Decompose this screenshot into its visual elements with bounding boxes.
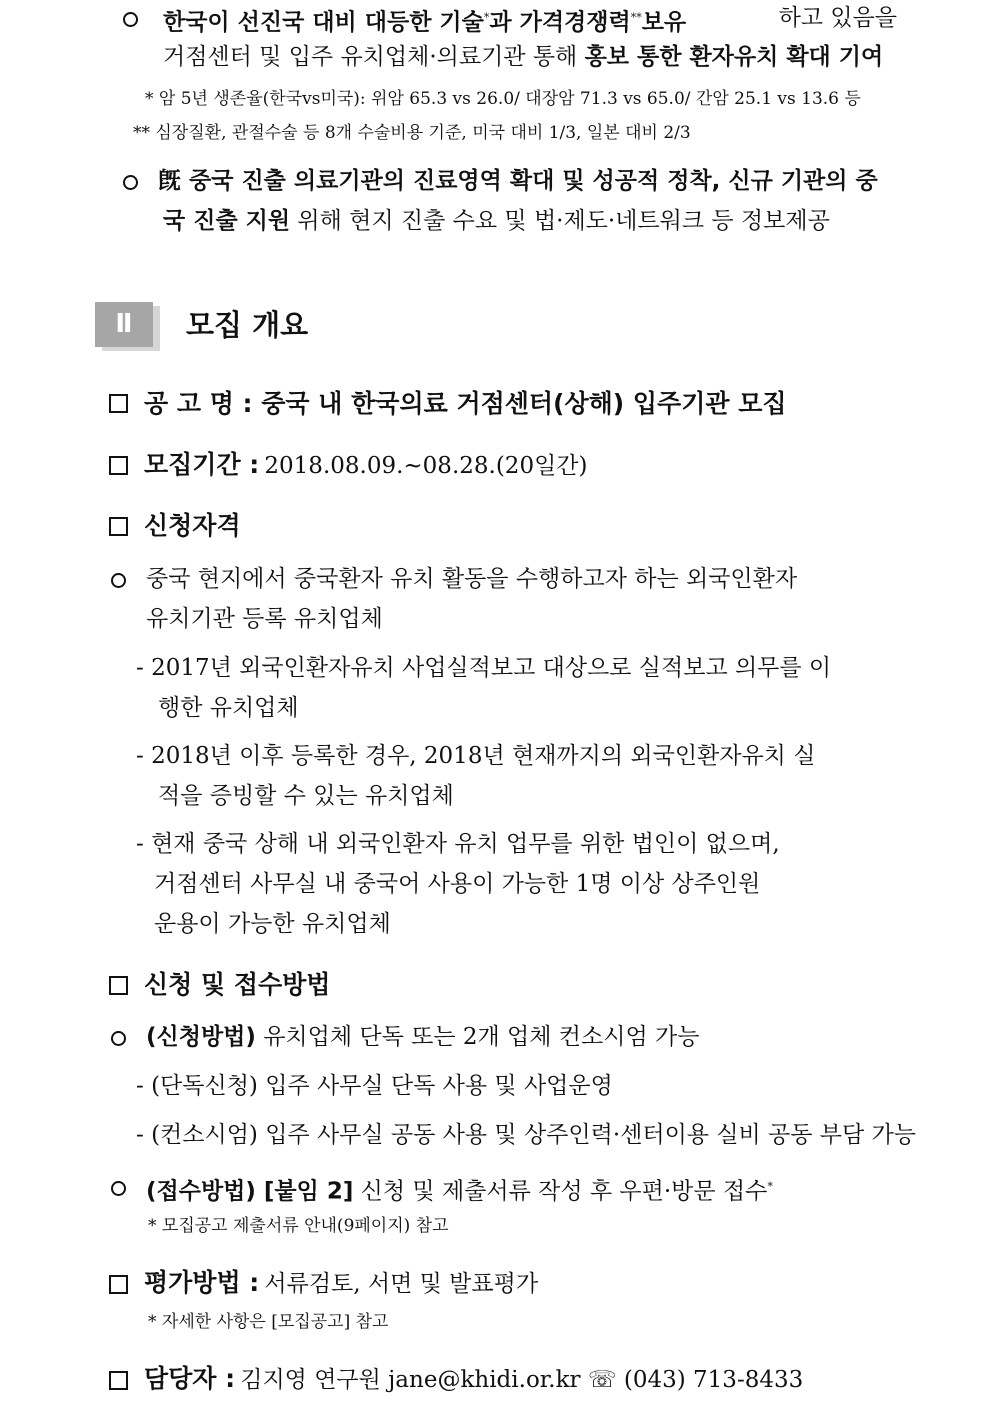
checkbox-square [109,394,128,413]
receipt-note: * 모집공고 제출서류 안내(9페이지) 참고 [148,1216,449,1236]
qual-detail-3-line2: 거점센터 사무실 내 중국어 사용이 가능한 1명 이상 상주인원 [154,871,761,897]
section-number-badge: Ⅱ [95,302,153,347]
intro-p1-line1: 한국이 선진국 대비 대등한 기술*과 가격경쟁력**보유 하고 있음을 [163,5,897,36]
bullet-circle [123,175,138,190]
checkbox-square [109,1275,128,1294]
bullet-circle [123,12,138,27]
qual-main-line2: 유치기관 등록 유치업체 [146,606,383,632]
evaluation-note: * 자세한 사항은 [모집공고] 참고 [148,1312,389,1332]
checkbox-square [109,517,128,536]
evaluation-row: 평가방법 : 서류검토, 서면 및 발표평가 [144,1268,539,1297]
qual-detail-3-line3: 운용이 가능한 유치업체 [154,911,391,937]
bullet-circle [111,573,126,588]
intro-p2-line2: 국 진출 지원 위해 현지 진출 수요 및 법·제도·네트워크 등 정보제공 [163,208,830,234]
bullet-circle [111,1181,126,1196]
intro-note-2: ** 심장질환, 관절수술 등 8개 수술비용 기준, 미국 대비 1/3, 일본 대비 2/3 [133,123,691,143]
checkbox-square [109,1371,128,1390]
checkbox-square [109,976,128,995]
section-title: 모집 개요 [186,308,309,342]
apply-detail-2: - (컨소시엄) 입주 사무실 공동 사용 및 상주인력·센터이용 실비 공동 부담 가능 [136,1122,916,1148]
apply-detail-1: - (단독신청) 입주 사무실 단독 사용 및 사업운영 [136,1073,613,1099]
apply-method-row: (신청방법) 유치업체 단독 또는 2개 업체 컨소시엄 가능 [146,1024,700,1050]
intro-note-1: * 암 5년 생존율(한국vs미국): 위암 65.3 vs 26.0/ 대장암 71.3 vs 65.0/ 간암 25.1 vs 13.6 등 [145,89,861,109]
period-row: 모집기간 : 2018.08.09.~08.28.(20일간) [144,450,588,479]
bullet-circle [111,1031,126,1046]
receipt-method-row: (접수방법) [붙임 2] 신청 및 제출서류 작성 후 우편·방문 접수* [146,1178,773,1205]
qualification-heading: 신청자격 [144,511,241,540]
checkbox-square [109,456,128,475]
qual-detail-1-line2: 행한 유치업체 [158,695,299,721]
intro-p2-line1: 旣 중국 진출 의료기관의 진료영역 확대 및 성공적 정착, 신규 기관의 중 [158,168,878,194]
qual-detail-3-line1: - 현재 중국 상해 내 외국인환자 유치 업무를 위한 법인이 없으며, [136,831,780,857]
contact-row: 담당자 : 김지영 연구원 jane@khidi.or.kr ☏ (043) 713-8433 [144,1364,804,1393]
intro-p1-line2: 거점센터 및 입주 유치업체·의료기관 통해 홍보 통한 환자유치 확대 기여 [163,44,884,70]
qual-detail-1-line1: - 2017년 외국인환자유치 사업실적보고 대상으로 실적보고 의무를 이 [136,655,832,681]
contact-info: 김지영 연구원 jane@khidi.or.kr ☏ (043) 713-8433 [240,1367,804,1393]
qual-detail-2-line2: 적을 증빙할 수 있는 유치업체 [158,783,454,809]
apply-heading: 신청 및 접수방법 [144,970,331,999]
qual-detail-2-line1: - 2018년 이후 등록한 경우, 2018년 현재까지의 외국인환자유치 실 [136,743,816,769]
notice-row: 공 고 명 : 중국 내 한국의료 거점센터(상해) 입주기관 모집 [144,389,787,418]
qual-main-line1: 중국 현지에서 중국환자 유치 활동을 수행하고자 하는 외국인환자 [146,566,798,592]
